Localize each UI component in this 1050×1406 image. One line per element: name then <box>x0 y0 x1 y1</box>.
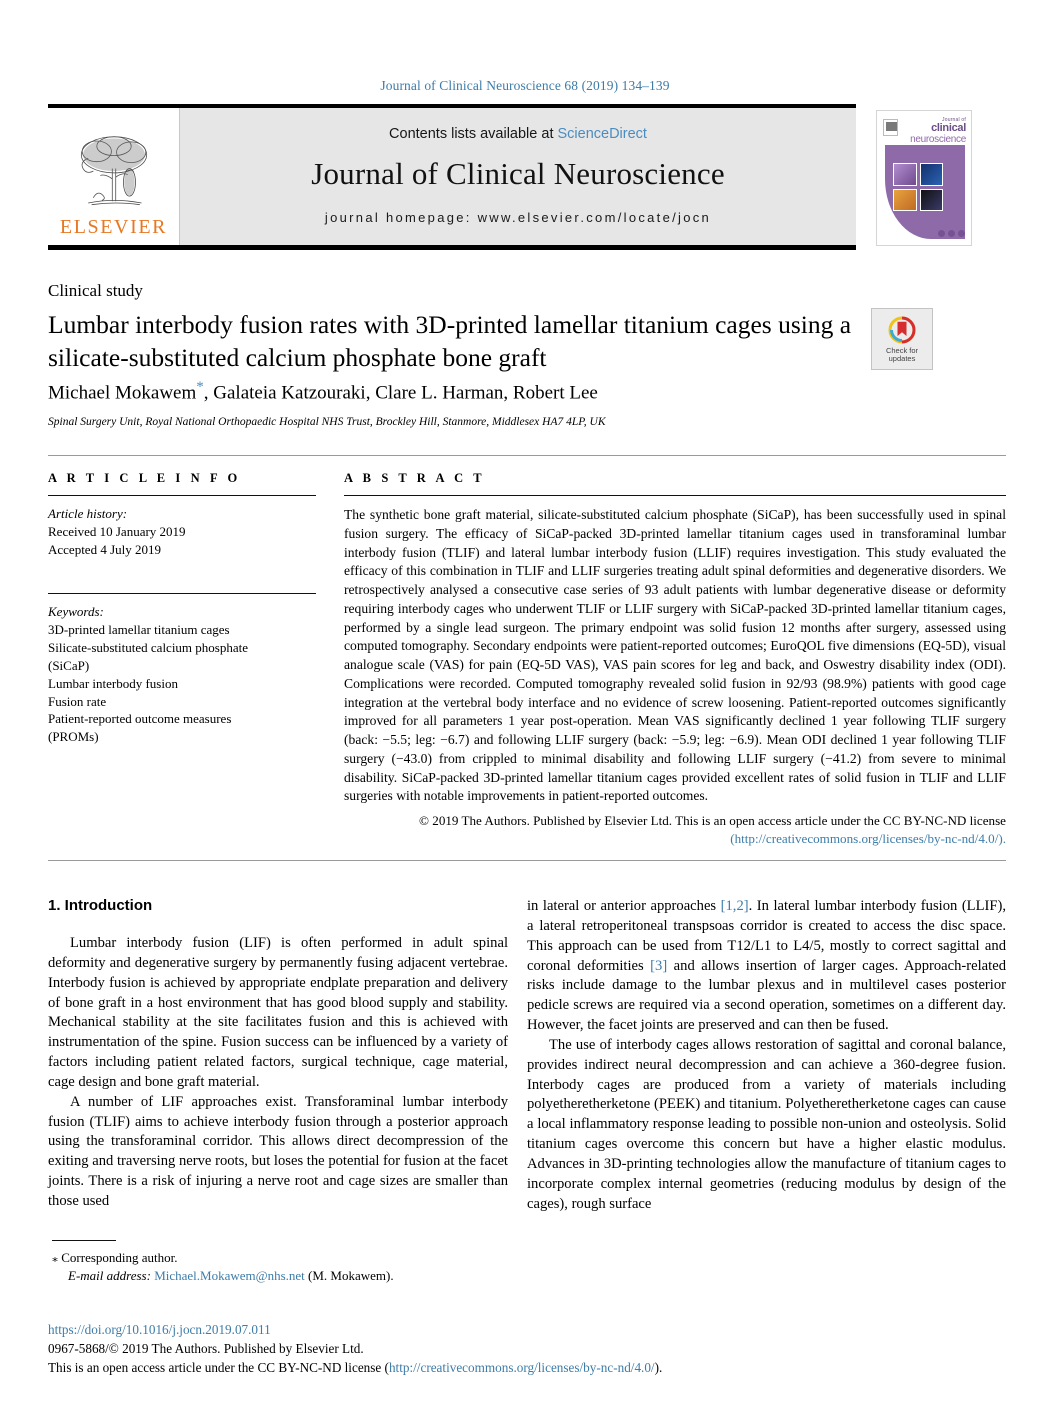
elsevier-logo <box>48 108 180 245</box>
footnote-corresponding <box>52 1249 512 1267</box>
keywords-label: Keywords: <box>48 603 104 619</box>
keyword-item: Patient-reported outcome measures <box>48 711 232 727</box>
license-prefix: This is an open access article under the CC BY-NC-ND license ( <box>48 1360 389 1375</box>
footer-license-link[interactable]: http://creativecommons.org/licenses/by-nc-nd/4.0/ <box>388 1360 655 1375</box>
keyword-item: Lumbar interbody fusion <box>48 675 178 691</box>
journal-masthead <box>48 104 1006 250</box>
crossmark-label-1: Check for <box>885 345 919 355</box>
check-for-updates-badge[interactable] <box>871 308 933 370</box>
article-info-column <box>48 471 316 746</box>
masthead-box <box>48 107 856 245</box>
keyword-item: Silicate-substituted calcium phosphate <box>48 639 249 655</box>
crossmark-label-2: updates <box>888 354 916 363</box>
footnote-email-line <box>52 1267 512 1285</box>
keyword-item: Fusion rate <box>48 693 107 709</box>
elsevier-mark-icon <box>883 119 898 136</box>
author-list <box>48 379 908 404</box>
footer-block <box>48 1320 748 1377</box>
running-head: Journal of Clinical Neuroscience 68 (2019) 134–139 <box>380 78 670 93</box>
cover-line-1: Journal of <box>942 117 966 123</box>
corresponding-author-marker: * <box>196 379 204 395</box>
keyword-item: 3D-printed lamellar titanium cages <box>48 621 230 637</box>
para-text: and allows insertion of larger cages. Approach-related risks include damage to the lumbar plexus and in multilevel cases posterior pedicle screws are required via a second operation, sometimes on a different day. However, the facet joints are preserved and can then be fused. <box>527 957 1006 1034</box>
para-text: . In lateral lumbar interbody fusion (LLIF), a lateral retroperitoneal transpsoas corridor is created to access the disc space. This approach can be used from T12/L1 to L4/5, mostly to correct sagittal and coronal deformities <box>527 898 1006 974</box>
info-block-rule-top <box>48 455 1006 456</box>
section-heading-introduction: 1. Introduction <box>48 897 153 914</box>
footnote-corresponding-text: Corresponding author. <box>61 1250 178 1265</box>
body-column-right <box>527 897 1006 1215</box>
license-suffix: ). <box>654 1360 663 1375</box>
author-corresponding: Michael Mokawem <box>48 382 197 404</box>
elsevier-wordmark: ELSEVIER <box>59 216 168 238</box>
paragraph: The use of interbody cages allows restoration of sagittal and coronal balance, provides indirect neural decompression and can achieve a 360-degree fusion. Interbody cages are produced from a variety of materials including polyetheretherketone (PEEK) and titanium. Polyetheretherketone cages can cause a local inflammatory response leading to possible non-union and osteolysis. Solid titanium cages overcome this concern but have a higher elastic modulus. Advances in 3D-printing technologies allow the manufacture of titanium cages to incorporate complex internal geometries (reducing modulus by design of the cages), rough surface <box>527 1036 1006 1212</box>
email-link[interactable]: Michael.Mokawem@nhs.net <box>154 1268 305 1284</box>
elsevier-tree-icon <box>71 129 157 215</box>
paragraph: A number of LIF approaches exist. Transforaminal lumbar interbody fusion (TLIF) aims to achieve interbody fusion through a posterior approach using the transforaminal corridor. This allows direct decompression of the exiting and traversing nerve roots, but loses the potential for fusion at the facet joints. There is a risk of injuring a nerve root and cage sizes are smaller than those used <box>48 1093 508 1209</box>
abstract-column <box>344 471 1006 848</box>
author-rest: , Galateia Katzouraki, Clare L. Harman, Robert Lee <box>203 382 598 404</box>
masthead-center <box>180 108 856 245</box>
crossmark-label <box>886 347 918 364</box>
journal-title: Journal of Clinical Neuroscience <box>311 156 725 191</box>
info-block-rule-bottom <box>48 860 1006 861</box>
citation-ref[interactable]: [1,2] <box>720 898 749 914</box>
abstract-text: The synthetic bone graft material, silicate-substituted calcium phosphate (SiCaP), has been successfully used in spinal fusion surgery. The efficacy of SiCaP-packed 3D-printed lamellar titanium cages used in transforaminal lumbar interbody fusion (TLIF) and lateral lumbar interbody fusion (LLIF) requires investigation. This study evaluated the efficacy of this combination in TLIF and LLIF surgeries treating adult spinal deformities and degenerative disorders. We retrospectively analysed a consecutive case series of 93 adult patients with lumbar degenerative disease or deformity requiring interbody cages who underwent TLIF or LLIF surgery with SiCaP-packed 3D-printed lamellar titanium cages, performed by a single lead surgeon. The primary endpoint was solid fusion 12 months after surgery, assessed using computed tomography. Secondary endpoints were patient-reported outcomes; EuroQOL five dimensions (EQ-5D), visual analogue scale (VAS) for pain (EQ-5D VAS), VAS pain scores for leg and back, and Oswestry disability index (ODI). Complications were recorded. Computed tomography revealed solid fusion in 92/93 (98.9%) patients with good cage integration at the vertebral body interface and no evidence of screw loosening. Patient-reported outcomes significantly improved for all parameters 1 year post-operation. Mean VAS significantly declined 1 year following TLIF surgery (back: −5.5; leg: −6.7) and following LLIF surgery (back: −5.9; leg: −6.9). Mean ODI declined 1 year following TLIF surgery (−43.0) from crippled to minimal disability and following LLIF surgery (−41.2) from severe to minimal disability. SiCaP-packed 3D-printed lamellar titanium cages provided excellent rates of solid fusion in TLIF and LLIF surgeries with notable improvements in patient-reported outcomes. <box>344 507 1006 804</box>
article-info-divider <box>48 495 316 496</box>
doi-link[interactable]: https://doi.org/10.1016/j.jocn.2019.07.011 <box>48 1322 271 1337</box>
affiliation: Spinal Surgery Unit, Royal National Orthopaedic Hospital NHS Trust, Brockley Hill, Stanmore, Middlesex HA7 4LP, UK <box>48 416 606 428</box>
keywords-divider <box>48 593 316 594</box>
cover-image-grid <box>893 163 943 211</box>
keyword-item: (SiCaP) <box>48 657 90 673</box>
sciencedirect-link[interactable]: ScienceDirect <box>557 126 647 142</box>
abstract-divider <box>344 495 1006 496</box>
article-history <box>48 505 316 559</box>
article-history-label: Article history: <box>48 506 128 521</box>
license-link[interactable]: (http://creativecommons.org/licenses/by-nc-nd/4.0/). <box>730 831 1006 847</box>
footnote-rule <box>52 1240 116 1241</box>
article-info-heading: A R T I C L E I N F O <box>48 471 241 485</box>
license-line <box>48 1358 748 1377</box>
abstract-heading: A B S T R A C T <box>344 471 486 485</box>
copyright-text: © 2019 The Authors. Published by Elsevier Ltd. This is an open access article under the CC BY-NC-ND license <box>419 813 1006 828</box>
article-received: Received 10 January 2019 <box>48 523 186 539</box>
journal-cover-thumbnail <box>876 110 972 246</box>
journal-homepage[interactable]: journal homepage: www.elsevier.com/locate/jocn <box>324 210 712 225</box>
crossmark-icon <box>887 315 917 345</box>
abstract-copyright <box>344 812 1006 848</box>
email-suffix: (M. Mokawem). <box>308 1268 394 1284</box>
footnote-block <box>52 1249 512 1285</box>
cover-line-3: neuroscience <box>910 133 966 145</box>
citation-ref[interactable]: [3] <box>650 957 668 974</box>
paragraph: Lumbar interbody fusion (LIF) is often performed in adult spinal deformity and degenerative surgery by permanently fusing adjacent vertebrae. Interbody fusion is achieved by appropriate endplate preparation and delivery of bone graft in a host environment that has good blood supply and stability. Mechanical stability at the site facilitates fusion and this is achieved with instrumentation of the spine. Fusion success can be influenced by a variety of factors including patient related factors, surgical technique, cage material, cage design and bone graft material. <box>48 935 508 1090</box>
paragraph <box>527 897 1006 1036</box>
article-accepted: Accepted 4 July 2019 <box>48 541 162 557</box>
cover-dots <box>938 230 965 237</box>
cover-line-2: clinical <box>931 122 966 135</box>
footnote-star: ⁎ <box>52 1251 58 1265</box>
article-type: Clinical study <box>48 281 143 300</box>
masthead-rule-bottom <box>48 245 856 250</box>
page-title: Lumbar interbody fusion rates with 3D-printed lamellar titanium cages using a silicate-substituted calcium phosphate bone graft <box>48 310 852 372</box>
email-label: E-mail address: <box>68 1268 151 1284</box>
keywords-block <box>48 593 316 747</box>
issn-copyright-line: 0967-5868/© 2019 The Authors. Published by Elsevier Ltd. <box>48 1341 364 1356</box>
contents-line <box>389 126 647 142</box>
keyword-item: (PROMs) <box>48 729 99 745</box>
body-column-left <box>48 897 508 1212</box>
para-text: in lateral or anterior approaches <box>527 898 721 914</box>
contents-prefix: Contents lists available at <box>389 126 558 142</box>
